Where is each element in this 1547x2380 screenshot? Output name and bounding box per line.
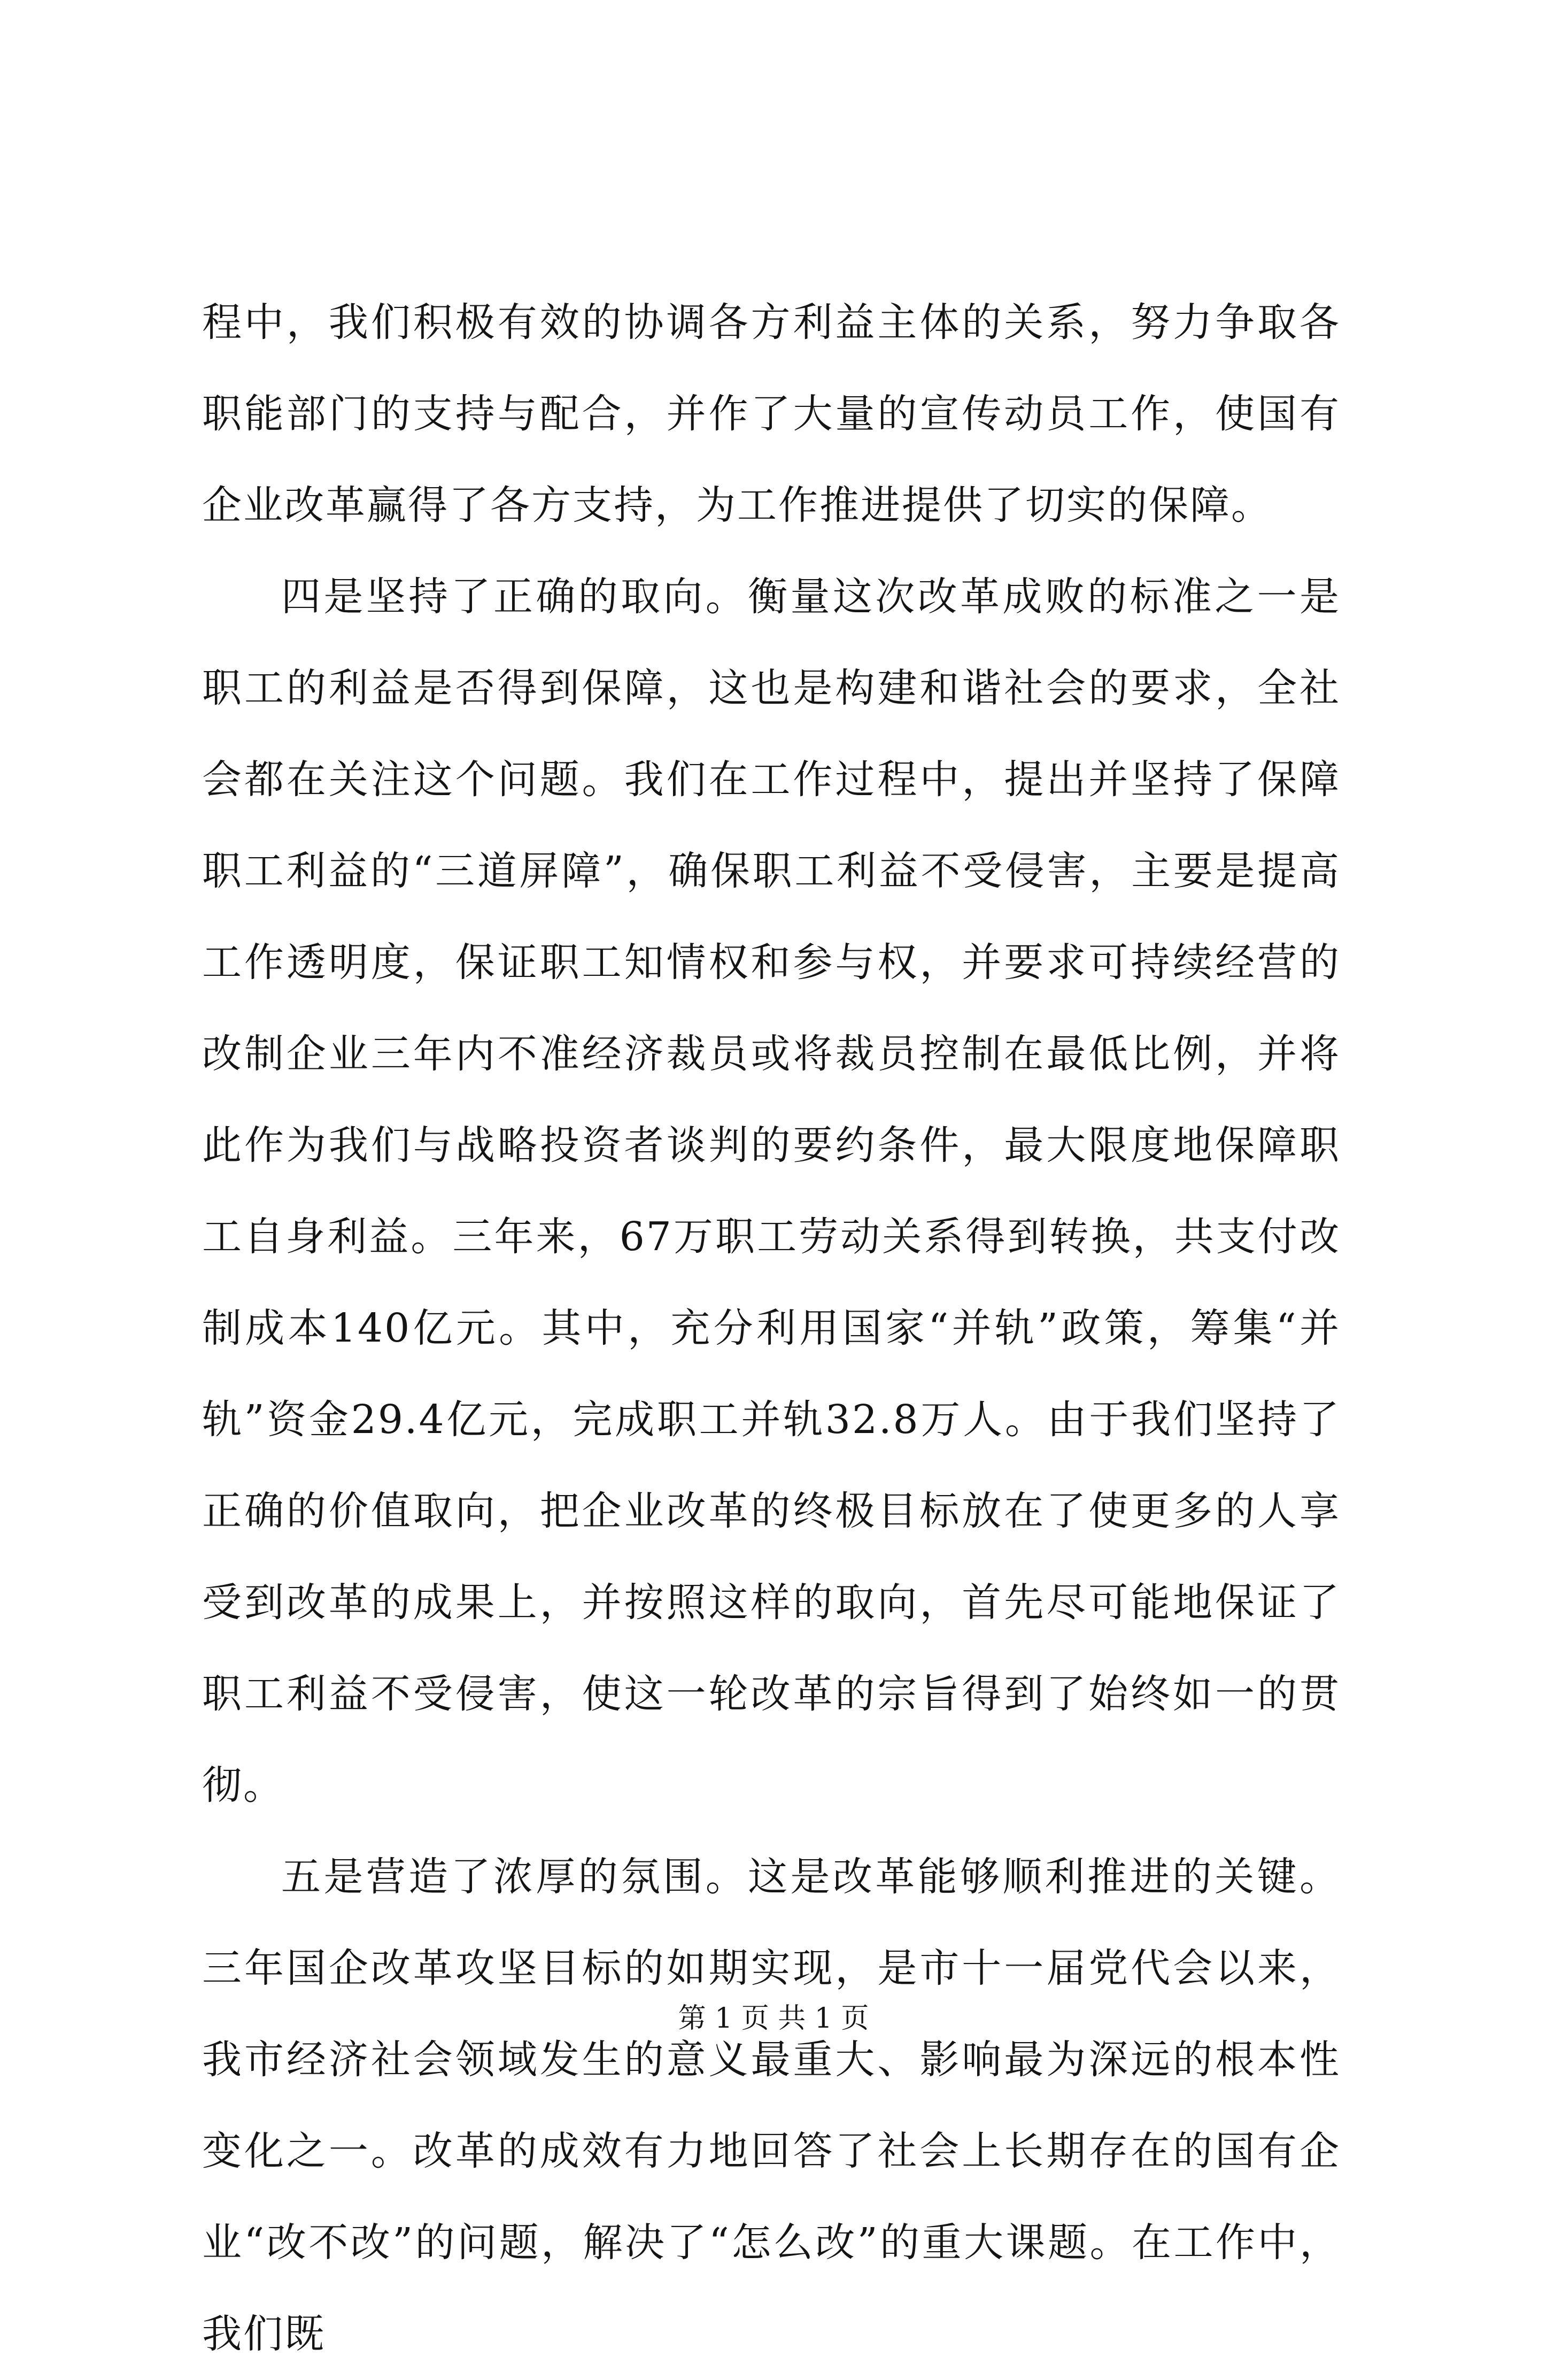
document-body [202, 277, 1341, 2380]
paragraph-continuation: 程中，我们积极有效的协调各方利益主体的关系，努力争取各职能部门的支持与配合，并作了大量的宣传动员工作，使国有企业改革赢得了各方支持，为工作推进提供了切实的保障。 [202, 299, 1341, 528]
page-footer [0, 2000, 1547, 2037]
page-number: 第 1 页 共 1 页 [678, 2002, 869, 2035]
paragraph-point-four: 四是坚持了正确的取向。衡量这次改革成败的标准之一是职工的利益是否得到保障，这也是构建和谐社会的要求，全社会都在关注这个问题。我们在工作过程中，提出并坚持了保障职工利益的“三道屏障”，确保职工利益不受侵害，主要是提高工作透明度，保证职工知情权和参与权，并要求可持续经营的改制企业三年内不准经济裁员或将裁员控制在最低比例，并将此作为我们与战略投资者谈判的要约条件，最大限度地保障职工自身利益。三年来，67万职工劳动关系得到转换，共支付改制成本140亿元。其中，充分利用国家“并轨”政策，筹集“并轨”资金29.4亿元，完成职工并轨32.8万人。由于我们坚持了正确的价值取向，把企业改革的终极目标放在了使更多的人享受到改革的成果上，并按照这样的取向，首先尽可能地保证了职工利益不受侵害，使这一轮改革的宗旨得到了始终如一的贯彻。 [202, 574, 1341, 1808]
paragraph-point-five: 五是营造了浓厚的氛围。这是改革能够顺利推进的关键。三年国企改革攻坚目标的如期实现，是市十一届党代会以来，我市经济社会领域发生的意义最重大、影响最为深远的根本性变化之一。改革的成效有力地回答了社会上长期存在的国有企业“改不改”的问题，解决了“怎么改”的重大课题。在工作中，我们既 [202, 1854, 1341, 2357]
